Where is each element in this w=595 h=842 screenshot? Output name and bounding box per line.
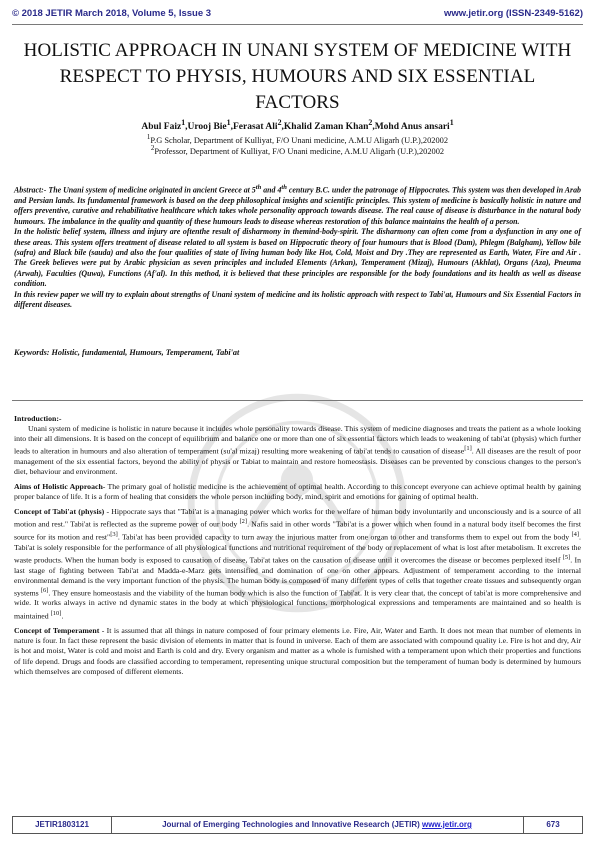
- footer-page-number: 673: [546, 820, 560, 829]
- affiliation-sup: 1: [146, 133, 151, 141]
- affiliation-text: Professor, Department of Kulliyat, F/O Unani medicine, A.M.U Aligarh (U.P.),202002: [154, 146, 445, 156]
- abstract-section: [14, 183, 581, 311]
- citation-ref: [5]: [562, 553, 571, 561]
- author-name: Mohd Anus ansari: [374, 122, 450, 133]
- tabiat-heading: Concept of Tabi'at (physis): [14, 507, 105, 517]
- introduction-paragraph: [14, 414, 581, 477]
- affiliation-sup: 2: [150, 144, 155, 152]
- author-name: Abul Faiz: [141, 122, 182, 133]
- sup-th: th: [281, 184, 287, 191]
- temperament-heading: Concept of Temperament: [14, 626, 100, 636]
- footer-website-link[interactable]: www.jetir.org: [421, 820, 472, 829]
- citation-ref: [10]: [50, 609, 62, 617]
- body-text-run: . In last stage of fighting between Tabi'at and Madda-e-Marz gets intensified and domination of one on other appears. Adjustment of temperament according to the internal environmental demand is the very important function of the physis. The human body is composed of many different types of cells that together create tissues and subsequently organ systems: [14, 555, 581, 598]
- abstract-paragraph: In the holistic belief system, illness and injury are oftenthe result of disharmony in themind-body-spirit. The disharmony can often come from a dysfunction in any one of these areas. This system offers treatment of disease related to all system is based on Hippocratic theory of four humours that is Blood (Dam), Phlegm (Balgham), Yellow bile (safra) and Black bile (sauda) and also the four qualities of state of living human body like Hot, Cold, Moist and Dry .They are represented as Earth, Water, Fire and Air . The Greek believes were put by Arabic physician as seven principles and included Elements (Arkan), Temperament (Mizaj), Humours (Akhlat), Organs (Aza), Pneuma (Arwah), Faculties (Quwa), Functions (Af'al). In this method, it is believed that these principles are responsible for the body foundations and its health as well as disease condition.: [14, 227, 581, 289]
- page-header: [12, 8, 583, 22]
- citation-ref: [3]: [110, 531, 118, 539]
- abstract-text: and 4: [261, 185, 282, 195]
- sup-th: th: [255, 184, 262, 191]
- author-list: Abul Faiz$^1$,Urooj Bie$^1$,Ferasat Ali$^2$,Khalid Zaman Khan$^2$,Mohd Anus ansari$^1$: [141, 118, 454, 133]
- header-right: [444, 8, 583, 19]
- author-name: Urooj Bie: [187, 122, 227, 133]
- footer-article-id: JETIR1803121: [13, 817, 112, 833]
- footer-journal-name: Journal of Emerging Technologies and Innovative Research (JETIR): [162, 820, 422, 829]
- citation-ref: [2]: [239, 518, 248, 526]
- author-name: Ferasat Ali: [232, 122, 278, 133]
- page-footer: [12, 816, 583, 834]
- tabiat-paragraph: [14, 507, 581, 621]
- keywords: Keywords: Holistic, fundamental, Humours, Temperament, Tabi'at: [14, 348, 240, 357]
- footer-journal: [111, 817, 524, 833]
- author-sup: 1: [449, 118, 454, 127]
- aims-heading: Aims of Holistic Approach: [14, 482, 103, 492]
- affiliation-text: P.G Scholar, Department of Kulliyat, F/O Unani medicine, A.M.U Aligarh (U.P.),202002: [150, 135, 449, 145]
- temperament-paragraph: [14, 626, 581, 676]
- author-sup: 1: [181, 118, 186, 127]
- body-text-run: .: [61, 611, 64, 621]
- author-sup: 2: [277, 118, 282, 127]
- paper-title: HOLISTIC APPROACH IN UNANI SYSTEM OF MEDICINE WITH RESPECT TO PHYSIS, HUMOURS AND SIX ESSENTIAL FACTORS: [23, 40, 572, 113]
- citation-ref: [6]: [40, 586, 49, 594]
- abstract-label: Abstract:-: [14, 185, 47, 195]
- abstract-text: The Unani system of medicine originated in ancient Greece at 5: [46, 185, 256, 195]
- body-text-run: - The primary goal of holistic medicine is the achievement of optimal health. According to this concept everyone can achieve optimal health by gaining proper balance of life. It is a form of healing that considers the whole person including body, mind, spirit and emotions for gaining of optimal health.: [14, 482, 581, 502]
- citation-ref: [4]: [571, 531, 580, 539]
- abstract-paragraph: [14, 183, 581, 227]
- author-name: Khalid Zaman Khan: [283, 122, 369, 133]
- header-issn: (ISSN-2349-5162): [505, 8, 583, 19]
- body-text: [14, 414, 581, 682]
- body-text-run: . All diseases are the result of poor management of the six essential factors, beyond the ability of physis or Tabiat to maintain and restore homeostasis. Diseases can be prevented by conscious changes to the person's diet, behaviour and environment.: [14, 446, 581, 477]
- author-sup: 2: [368, 118, 373, 127]
- citation-ref: [1]: [464, 445, 472, 453]
- author-sup: 1: [226, 118, 231, 127]
- abstract-text: century B.C. under the patronage of Hippocrates. This system was then developed in Arab and Persian lands. Its fundamental framework is based on the deep philosophical insights and scientific principles. This system of medicine is basically holistic in nature and offers preventive, curative and rehabilitative healthcare which takes whole personality approach towards disease. The real cause of disease is disturbance in the natural body humours. The imbalance in the quality and quantity of these humours leads to disease whereas restoration of this balance maintains the health of a person.: [14, 185, 582, 226]
- header-website-link[interactable]: www.jetir.org: [443, 8, 504, 19]
- body-text-run: . They ensure homeostasis and the viability of the human body which is also the function of Tabi'at. It is very clear that, the concept of tabi'at is more comprehensive and wide. It works always in active nd dynamic states in the body at which physiological functions, morphological expressions and temperaments are maintained and so health is maintained: [14, 588, 581, 621]
- body-text-run: . Nafis said in other words "Tabi'at is a power which when found in a natural body itself becomes the first source for its motion and rest": [14, 520, 581, 542]
- body-text-run: . Tabi'at has been provided capacity to turn away the injurious matter from one organ to other and transforms them to expel out from the body: [117, 532, 572, 542]
- header-citation: © 2018 JETIR March 2018, Volume 5, Issue 3: [12, 8, 212, 19]
- body-text-run: - Hippocrate says that "Tabi'at is a managing power which works for the welfare of human body involuntarily and unconsciously and is a source of all motion and rest." Tabi'at is reflected as the supreme power of our body: [14, 507, 581, 530]
- abstract-paragraph: In this review paper we will try to explain about strengths of Unani system of medicine and its holistic approach with respect to Tabi'at, Humours and Six Essential Factors in different diseases.: [14, 289, 581, 310]
- affiliation-2: [0, 144, 595, 156]
- introduction-heading: Introduction:-: [14, 414, 62, 423]
- body-text-run: - It is assumed that all things in nature composed of four primary elements i.e. Fire, Air, Water and Earth. It does not mean that number of elements in nature is four. In fact these represent the basic division of elements in matter that is found in universe. Each of them are associated with compound quality i.e. Fire is hot and dry, Air is hot and moist, Water is cold and moist and Earth is cold and dry. Every organism and matter as a whole is furnished with a temperament upon which their properties and functions of life depend. Drugs and foods are classified according to temperament, representing unique structural composition but the temperament of human body is determined by humours which themselves are composed of different elements.: [14, 626, 581, 676]
- body-text-run: . Tabi'at is solely responsible for the performance of all physiological functions and nutritional requirement of the body or replacement of what is lost after metabolism. It excretes the waste products. When the human body is exposed to causation of disease, Tabi'at takes on the causation of disease until it overcomes the disease or becomes perplexed itself: [14, 532, 581, 565]
- body-text-run: Unani system of medicine is holistic in nature because it includes whole personality towards disease. This system of medicine diagnoses and treats the patient as a whole looking into their all dimensions. It is based on the concept of equilibrium and balance one or more than one of six essential factors which leads to weakening of tabi'at (physis) which further leads to alteration in humours and also alteration of temperament (su'al mizaj) resulting more weakening of tabi'at tends to causation of disease: [14, 424, 581, 456]
- header-rule: [12, 24, 583, 25]
- aims-paragraph: [14, 482, 581, 502]
- section-rule: [12, 400, 583, 401]
